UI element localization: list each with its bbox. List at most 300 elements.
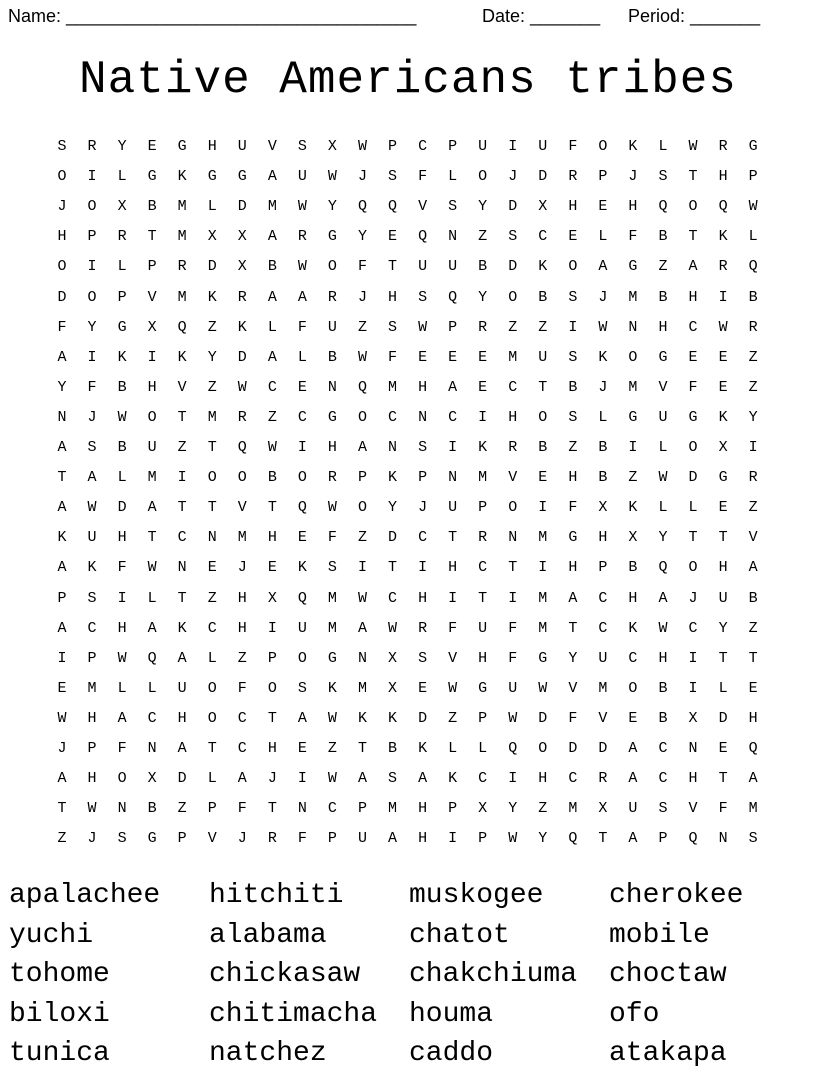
word-bank-item: tohome — [9, 959, 110, 990]
grid-letter: R — [508, 439, 518, 456]
grid-letter: E — [748, 679, 758, 697]
grid-letter: C — [688, 619, 698, 637]
grid-letter: U — [87, 529, 97, 547]
grid-letter: A — [147, 499, 157, 517]
grid-letter: E — [688, 348, 698, 366]
grid-letter: R — [237, 408, 247, 426]
word-bank-item: cherokee — [609, 880, 744, 911]
word-bank-item: apalachee — [9, 880, 161, 911]
grid-letter: A — [87, 469, 97, 487]
grid-letter: A — [267, 168, 277, 186]
grid-letter: U — [357, 830, 367, 848]
grid-letter: F — [688, 378, 698, 396]
grid-letter: D — [117, 499, 127, 517]
grid-letter: J — [237, 559, 247, 577]
grid-letter: I — [418, 559, 428, 577]
grid-letter: G — [327, 649, 337, 667]
grid-letter: H — [267, 740, 277, 757]
grid-letter: W — [357, 138, 367, 155]
grid-letter: R — [598, 770, 608, 788]
grid-letter: K — [57, 529, 67, 547]
grid-letter: G — [628, 258, 638, 276]
grid-letter: R — [568, 168, 578, 186]
grid-letter: O — [267, 679, 277, 697]
grid-letter: G — [327, 228, 337, 246]
grid-letter: U — [478, 619, 488, 637]
grid-row — [47, 437, 768, 467]
grid-letter: C — [237, 709, 247, 727]
grid-letter: Q — [658, 559, 668, 577]
grid-letter: W — [267, 439, 277, 456]
grid-letter: O — [297, 649, 307, 667]
grid-letter: G — [177, 138, 187, 155]
grid-letter: L — [598, 408, 608, 426]
grid-letter: T — [508, 559, 518, 577]
grid-letter: A — [568, 589, 578, 607]
grid-letter: E — [538, 469, 548, 487]
word-bank-item: biloxi — [9, 998, 110, 1030]
grid-letter: X — [147, 318, 157, 336]
grid-letter: S — [57, 138, 67, 155]
grid-letter: D — [57, 288, 67, 306]
grid-letter: E — [297, 529, 307, 547]
grid-row — [47, 467, 768, 497]
grid-letter: W — [418, 318, 428, 336]
grid-letter: U — [297, 619, 307, 637]
word-bank-item: yuchi — [9, 919, 94, 951]
grid-letter: C — [267, 378, 277, 396]
word-bank-item: choctaw — [609, 959, 727, 990]
grid-letter: K — [357, 709, 367, 727]
grid-letter: X — [207, 228, 217, 246]
grid-letter: Z — [267, 408, 277, 426]
grid-letter: M — [147, 469, 157, 487]
grid-letter: H — [538, 770, 548, 788]
grid-letter: Z — [357, 318, 367, 336]
grid-letter: W — [327, 709, 337, 727]
grid-row — [47, 407, 768, 437]
grid-letter: P — [478, 499, 488, 517]
grid-letter: S — [388, 168, 398, 186]
grid-letter: A — [628, 770, 638, 788]
grid-letter: Z — [508, 318, 518, 336]
grid-letter: P — [748, 168, 758, 186]
grid-letter: D — [538, 709, 548, 727]
grid-letter: A — [57, 439, 67, 456]
grid-row — [47, 557, 768, 587]
grid-letter: T — [688, 168, 698, 186]
grid-letter: P — [327, 830, 337, 848]
grid-letter: W — [748, 198, 758, 216]
grid-letter: X — [237, 228, 247, 246]
grid-letter: K — [478, 439, 488, 456]
grid-letter: E — [147, 138, 157, 155]
grid-letter: I — [688, 649, 698, 667]
grid-letter: S — [87, 589, 97, 607]
grid-letter: D — [237, 348, 247, 366]
grid-letter: L — [688, 499, 698, 517]
grid-letter: Q — [297, 589, 307, 607]
grid-row — [47, 678, 768, 708]
grid-letter: Q — [357, 378, 367, 396]
grid-letter: W — [297, 258, 307, 276]
grid-letter: W — [117, 649, 127, 667]
grid-letter: K — [718, 228, 728, 246]
grid-letter: W — [658, 469, 668, 487]
grid-letter: W — [508, 830, 518, 848]
grid-letter: M — [538, 529, 548, 547]
grid-letter: H — [418, 589, 428, 607]
grid-letter: B — [478, 258, 488, 276]
grid-letter: A — [658, 589, 668, 607]
grid-letter: T — [207, 499, 217, 517]
grid-letter: M — [628, 288, 638, 306]
grid-letter: Q — [418, 228, 428, 246]
grid-letter: M — [267, 198, 277, 216]
grid-letter: D — [177, 770, 187, 788]
grid-letter: I — [508, 770, 518, 788]
word-bank-item: chatot — [409, 919, 510, 951]
grid-letter: P — [87, 228, 97, 246]
grid-row — [47, 377, 768, 407]
grid-letter: C — [207, 619, 217, 637]
grid-letter: H — [418, 378, 428, 396]
grid-letter: A — [57, 499, 67, 517]
grid-letter: P — [87, 649, 97, 667]
grid-letter: J — [87, 408, 97, 426]
grid-letter: T — [688, 529, 698, 547]
grid-letter: B — [327, 348, 337, 366]
grid-letter: C — [418, 529, 428, 547]
grid-letter: H — [117, 529, 127, 547]
grid-letter: P — [598, 168, 608, 186]
grid-letter: S — [327, 559, 337, 577]
grid-letter: Y — [568, 649, 578, 667]
grid-letter: V — [237, 499, 247, 517]
grid-letter: P — [658, 830, 668, 848]
grid-letter: G — [658, 348, 668, 366]
grid-letter: W — [357, 589, 367, 607]
grid-letter: T — [177, 408, 187, 426]
grid-letter: E — [628, 709, 638, 727]
grid-letter: Z — [327, 740, 337, 757]
grid-letter: R — [87, 138, 97, 155]
grid-letter: N — [57, 408, 67, 426]
grid-letter: M — [388, 378, 398, 396]
grid-letter: S — [658, 168, 668, 186]
grid-letter: L — [207, 198, 217, 216]
grid-letter: Z — [748, 619, 758, 637]
grid-letter: I — [297, 770, 307, 788]
grid-letter: G — [207, 168, 217, 186]
grid-letter: O — [568, 258, 578, 276]
grid-letter: U — [448, 258, 458, 276]
grid-letter: A — [418, 770, 428, 788]
grid-letter: T — [568, 619, 578, 637]
date-field-label: Date: _______ — [482, 6, 601, 26]
grid-letter: E — [267, 559, 277, 577]
grid-letter: E — [718, 740, 728, 757]
grid-letter: F — [117, 740, 127, 757]
name-field-label: Name: ___________________________________ — [8, 6, 417, 26]
grid-letter: J — [57, 740, 67, 757]
grid-letter: J — [357, 168, 367, 186]
grid-letter: C — [598, 589, 608, 607]
grid-letter: I — [87, 258, 97, 276]
grid-letter: N — [718, 830, 728, 848]
grid-letter: Y — [748, 408, 758, 426]
grid-letter: Y — [388, 499, 398, 517]
grid-letter: D — [688, 469, 698, 487]
grid-letter: U — [478, 138, 488, 155]
grid-letter: I — [478, 408, 488, 426]
grid-letter: K — [448, 770, 458, 788]
grid-letter: R — [297, 228, 307, 246]
grid-letter: S — [388, 770, 398, 788]
grid-letter: H — [748, 709, 758, 727]
grid-letter: T — [147, 228, 157, 246]
grid-letter: Z — [207, 318, 217, 336]
grid-letter: O — [478, 168, 488, 186]
grid-letter: B — [568, 378, 578, 396]
grid-letter: H — [418, 830, 428, 848]
grid-letter: O — [207, 679, 217, 697]
word-bank-item: alabama — [209, 919, 327, 951]
grid-letter: S — [87, 439, 97, 456]
grid-letter: M — [177, 228, 187, 246]
grid-letter: O — [207, 709, 217, 727]
grid-letter: X — [327, 138, 337, 155]
grid-letter: M — [568, 800, 578, 818]
grid-letter: Q — [568, 830, 578, 848]
grid-letter: W — [87, 499, 97, 517]
grid-letter: U — [297, 168, 307, 186]
grid-letter: A — [177, 740, 187, 757]
grid-letter: S — [748, 830, 758, 848]
grid-letter: I — [568, 318, 578, 336]
grid-letter: R — [478, 529, 488, 547]
grid-letter: E — [388, 228, 398, 246]
grid-letter: H — [688, 288, 698, 306]
grid-letter: Y — [327, 198, 337, 216]
grid-letter: K — [177, 348, 187, 366]
grid-letter: O — [688, 198, 698, 216]
grid-letter: N — [147, 740, 157, 757]
grid-letter: G — [538, 649, 548, 667]
grid-letter: P — [598, 559, 608, 577]
grid-letter: T — [267, 709, 277, 727]
grid-letter: H — [658, 318, 668, 336]
grid-row — [47, 527, 768, 557]
grid-letter: J — [267, 770, 277, 788]
grid-letter: M — [177, 288, 187, 306]
grid-letter: L — [658, 138, 668, 155]
grid-letter: W — [327, 499, 337, 517]
grid-letter: R — [748, 318, 758, 336]
grid-letter: U — [598, 649, 608, 667]
grid-letter: X — [628, 529, 638, 547]
grid-letter: D — [207, 258, 217, 276]
grid-letter: C — [448, 408, 458, 426]
grid-letter: N — [207, 529, 217, 547]
grid-letter: N — [688, 740, 698, 757]
grid-letter: T — [207, 740, 217, 757]
grid-letter: J — [598, 378, 608, 396]
grid-letter: Y — [87, 318, 97, 336]
grid-letter: N — [418, 408, 428, 426]
grid-letter: M — [87, 679, 97, 697]
grid-letter: H — [568, 559, 578, 577]
grid-letter: T — [57, 469, 67, 487]
grid-letter: L — [658, 499, 668, 517]
grid-letter: U — [147, 439, 157, 456]
grid-row — [47, 738, 768, 768]
grid-letter: I — [448, 439, 458, 456]
grid-letter: F — [568, 499, 578, 517]
grid-letter: D — [388, 529, 398, 547]
word-bank-item: chakchiuma — [409, 959, 578, 990]
grid-letter: V — [147, 288, 157, 306]
grid-letter: P — [147, 258, 157, 276]
grid-letter: Y — [207, 348, 217, 366]
grid-letter: W — [87, 800, 97, 818]
grid-letter: W — [57, 709, 67, 727]
grid-letter: O — [57, 168, 67, 186]
grid-letter: Y — [478, 288, 488, 306]
grid-row — [47, 708, 768, 738]
grid-letter: B — [658, 288, 668, 306]
grid-letter: E — [418, 679, 428, 697]
grid-letter: I — [538, 499, 548, 517]
grid-letter: I — [448, 589, 458, 607]
grid-letter: Q — [688, 830, 698, 848]
grid-letter: O — [237, 469, 247, 487]
grid-letter: L — [718, 679, 728, 697]
grid-letter: L — [748, 228, 758, 246]
word-bank-item: mobile — [609, 919, 710, 951]
grid-letter: F — [237, 679, 247, 697]
grid-letter: O — [297, 469, 307, 487]
grid-letter: X — [598, 499, 608, 517]
grid-letter: Z — [748, 348, 758, 366]
word-bank-item: hitchiti — [209, 880, 344, 911]
grid-letter: A — [57, 619, 67, 637]
grid-letter: T — [748, 649, 758, 667]
grid-letter: L — [297, 348, 307, 366]
grid-letter: R — [327, 288, 337, 306]
grid-letter: P — [117, 288, 127, 306]
grid-letter: H — [628, 589, 638, 607]
grid-letter: K — [418, 740, 428, 757]
grid-letter: M — [177, 198, 187, 216]
grid-letter: I — [357, 559, 367, 577]
grid-row — [47, 317, 768, 347]
grid-letter: O — [207, 469, 217, 487]
grid-letter: T — [688, 228, 698, 246]
grid-letter: P — [388, 138, 398, 155]
grid-letter: L — [267, 318, 277, 336]
grid-letter: V — [748, 529, 758, 547]
grid-letter: K — [628, 138, 638, 155]
grid-letter: S — [388, 318, 398, 336]
grid-letter: E — [718, 499, 728, 517]
grid-letter: H — [327, 439, 337, 456]
grid-letter: U — [418, 258, 428, 276]
grid-letter: F — [87, 378, 97, 396]
grid-letter: H — [718, 559, 728, 577]
grid-letter: R — [177, 258, 187, 276]
grid-letter: T — [207, 439, 217, 456]
grid-letter: H — [237, 619, 247, 637]
grid-letter: N — [448, 228, 458, 246]
grid-letter: F — [117, 559, 127, 577]
grid-letter: T — [57, 800, 67, 818]
grid-letter: P — [57, 589, 67, 607]
grid-letter: R — [718, 138, 728, 155]
grid-letter: B — [748, 589, 758, 607]
grid-letter: A — [598, 258, 608, 276]
grid-letter: O — [357, 408, 367, 426]
grid-letter: I — [688, 679, 698, 697]
grid-letter: Z — [357, 529, 367, 547]
grid-letter: X — [147, 770, 157, 788]
grid-letter: W — [297, 198, 307, 216]
grid-letter: C — [418, 138, 428, 155]
grid-letter: E — [297, 378, 307, 396]
grid-letter: U — [658, 408, 668, 426]
grid-letter: O — [598, 138, 608, 155]
grid-letter: C — [478, 559, 488, 577]
grid-letter: P — [418, 469, 428, 487]
grid-letter: F — [388, 348, 398, 366]
grid-letter: J — [628, 168, 638, 186]
grid-letter: Z — [207, 589, 217, 607]
grid-letter: K — [388, 709, 398, 727]
grid-letter: H — [418, 800, 428, 818]
grid-letter: M — [628, 378, 638, 396]
grid-letter: A — [357, 439, 367, 456]
grid-letter: H — [508, 408, 518, 426]
grid-letter: P — [357, 800, 367, 818]
grid-letter: V — [688, 800, 698, 818]
grid-letter: J — [508, 168, 518, 186]
grid-letter: O — [147, 408, 157, 426]
grid-row — [47, 226, 768, 256]
grid-letter: G — [628, 408, 638, 426]
grid-letter: I — [177, 469, 187, 487]
grid-letter: A — [388, 830, 398, 848]
grid-letter: Q — [448, 288, 458, 306]
grid-letter: R — [267, 830, 277, 848]
grid-letter: D — [718, 709, 728, 727]
grid-letter: Z — [568, 439, 578, 456]
grid-letter: X — [388, 679, 398, 697]
grid-row — [47, 588, 768, 618]
grid-letter: C — [327, 800, 337, 818]
grid-letter: L — [448, 740, 458, 757]
grid-letter: R — [237, 288, 247, 306]
grid-letter: C — [508, 378, 518, 396]
grid-letter: X — [388, 649, 398, 667]
grid-letter: K — [117, 348, 127, 366]
grid-letter: Z — [57, 830, 67, 848]
grid-letter: H — [388, 288, 398, 306]
grid-letter: C — [237, 740, 247, 757]
grid-letter: P — [87, 740, 97, 757]
grid-letter: T — [267, 800, 277, 818]
grid-letter: T — [357, 740, 367, 757]
grid-letter: E — [418, 348, 428, 366]
